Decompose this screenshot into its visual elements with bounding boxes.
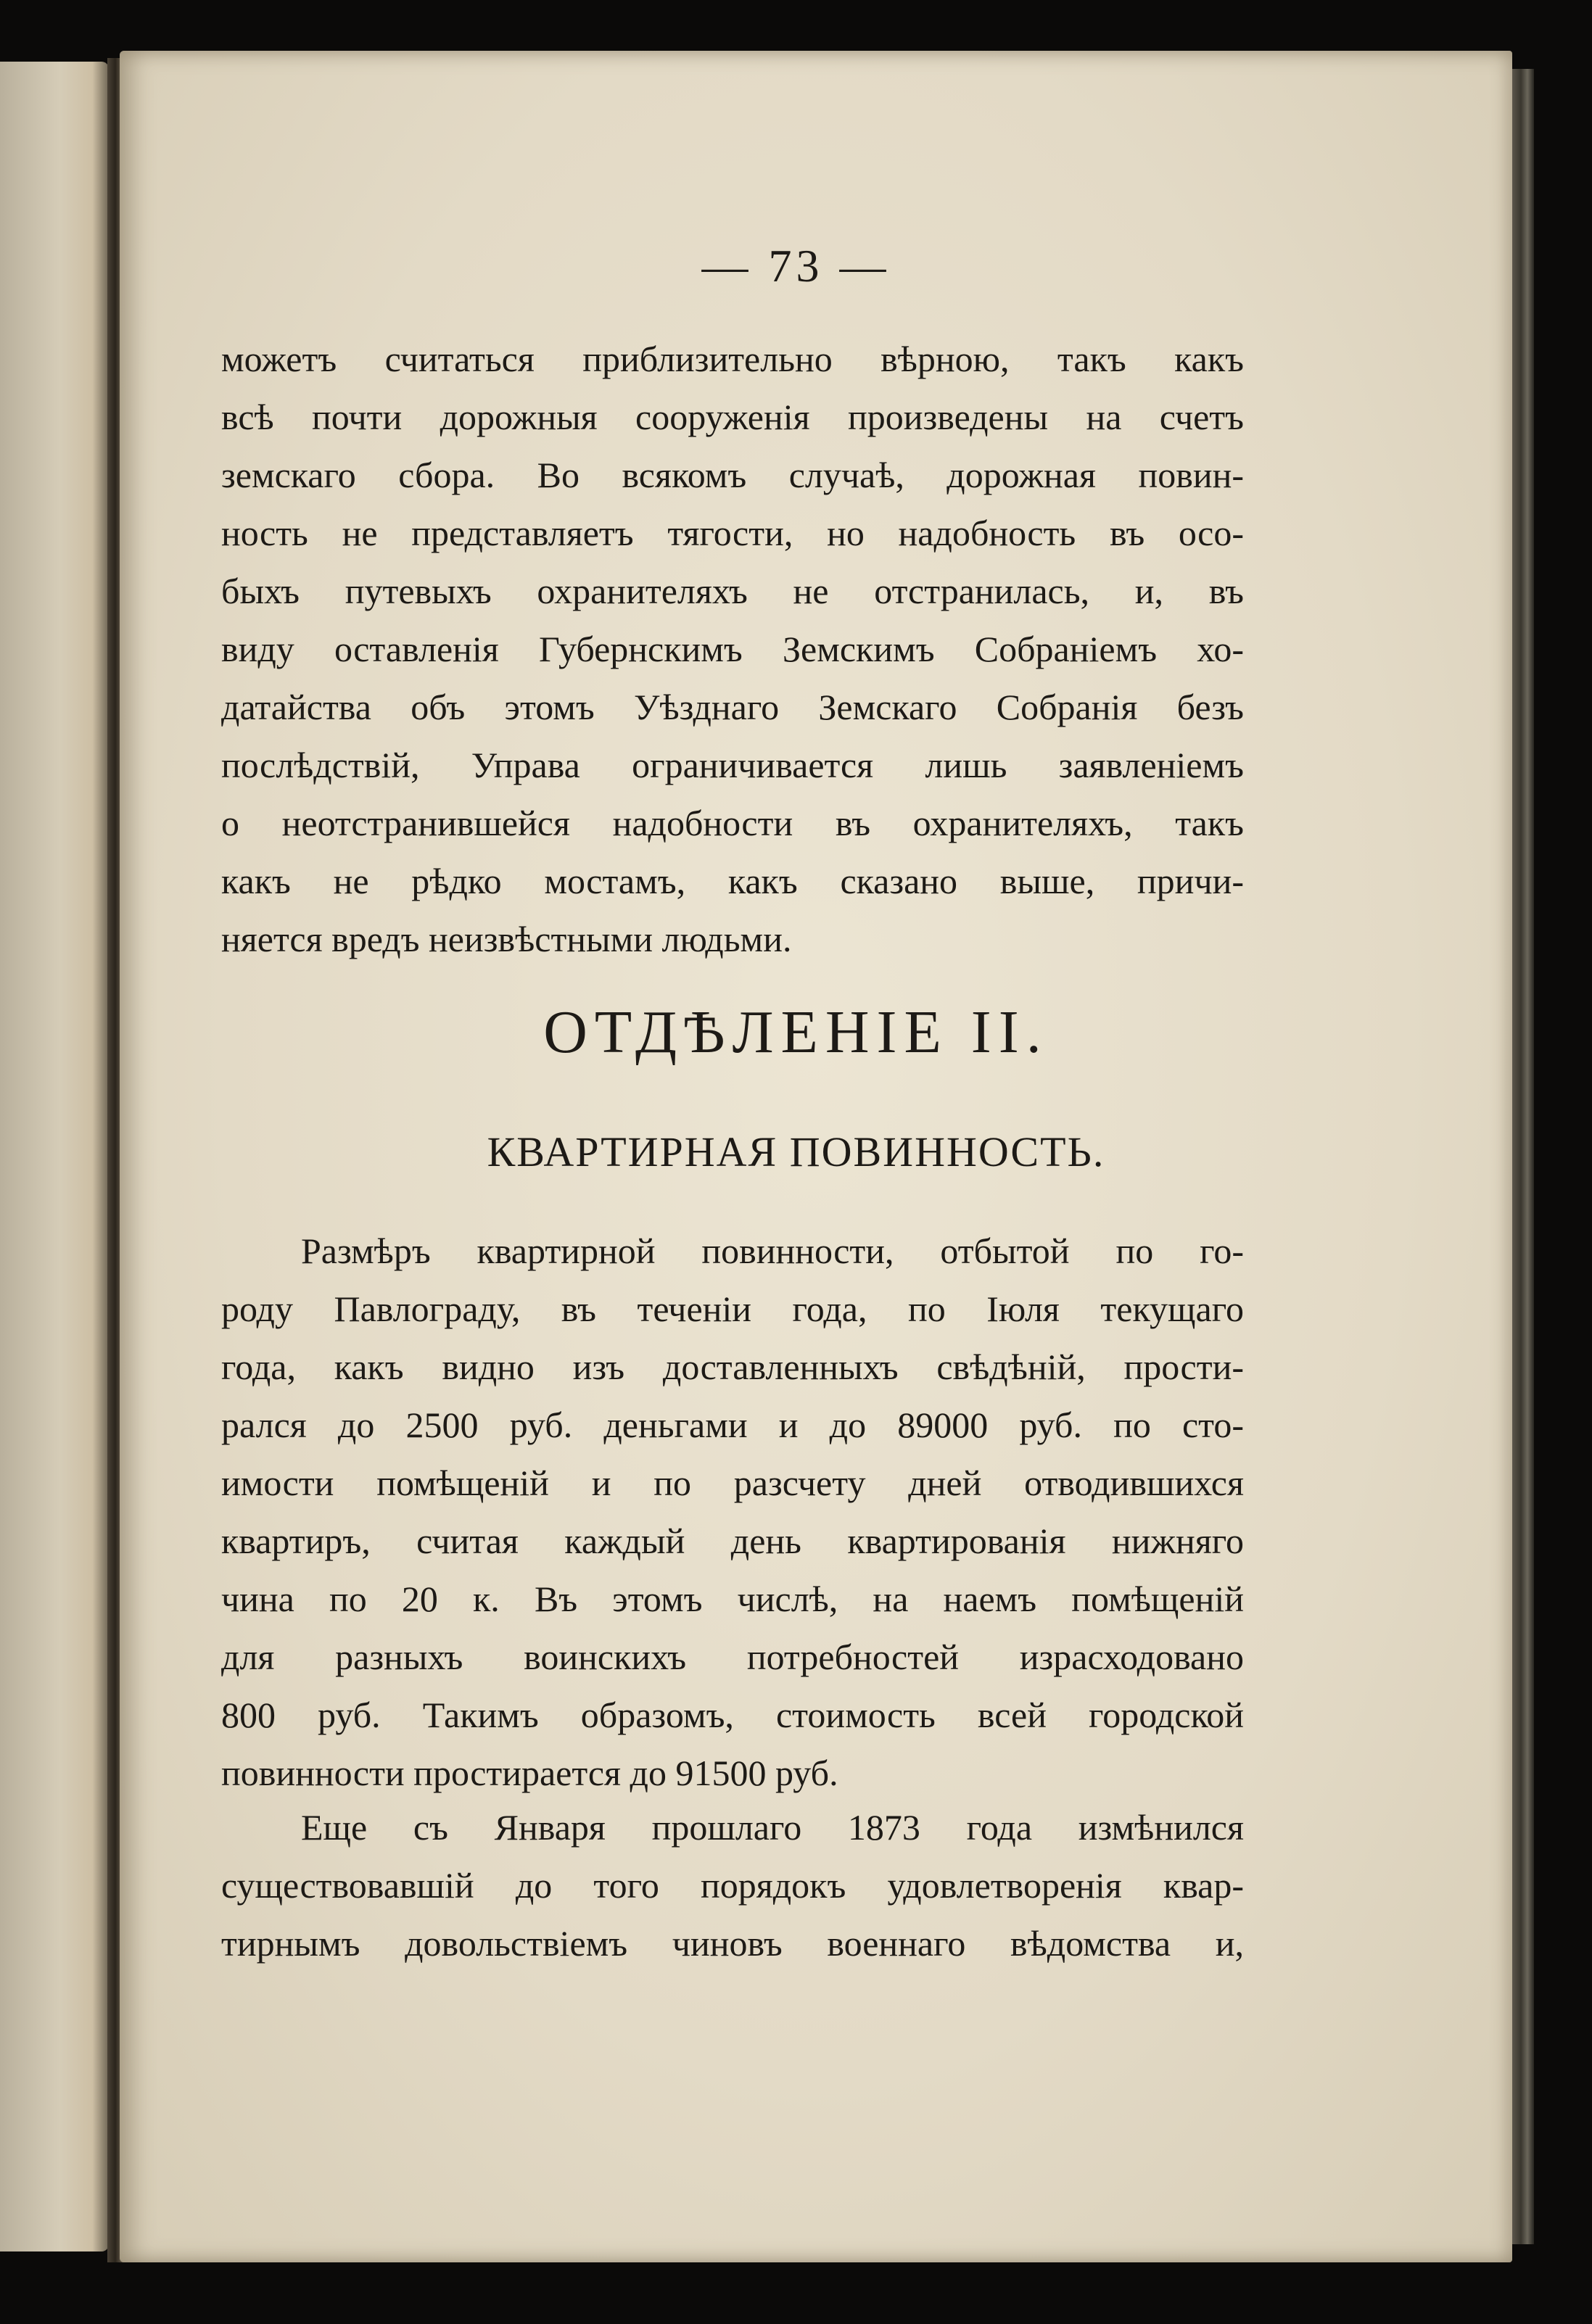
paragraph-1 [221,341,1244,979]
page-number: — 73 — [701,240,891,291]
text-line: ность не представляетъ тягости, но надобность въ осо- [221,515,1244,553]
text-line: какъ не рѣдко мостамъ, какъ сказано выше, причи- [221,863,1244,901]
text-line: послѣдствій, Управа ограничивается лишь заявленіемъ [221,747,1244,785]
text-line: Размѣръ квартирной повинности, отбытой по го- [301,1233,1244,1271]
text-line: 800 руб. Такимъ образомъ, стоимость всей городской [221,1697,1244,1735]
text-line: быхъ путевыхъ охранителяхъ не отстранилась, и, въ [221,573,1244,611]
text-line: няется вредъ неизвѣстными людьми. [221,921,792,959]
text-line: года, какъ видно изъ доставленныхъ свѣдѣній, прости- [221,1349,1244,1387]
text-line: повинности простирается до 91500 руб. [221,1755,838,1793]
text-line: роду Павлограду, въ теченіи года, по Іюля текущаго [221,1291,1244,1329]
text-line: всѣ почти дорожныя сооруженія произведены на счетъ [221,399,1244,437]
text-line: квартиръ, считая каждый день квартированія нижняго [221,1523,1244,1561]
paragraph-2 [221,1233,1244,1813]
paragraph-3 [221,1809,1244,1983]
text-line: рался до 2500 руб. деньгами и до 89000 руб. по сто- [221,1407,1244,1445]
text-line: Еще съ Января прошлаго 1873 года измѣнился [301,1809,1244,1848]
text-line: тирнымъ довольствіемъ чиновъ военнаго вѣдомства и, [221,1925,1244,1964]
text-line: существовавшій до того порядокъ удовлетворенія квар- [221,1867,1244,1906]
text-line: для разныхъ воинскихъ потребностей израсходовано [221,1639,1244,1677]
text-line: датайства объ этомъ Уѣзднаго Земскаго Собранія безъ [221,689,1244,727]
text-line: виду оставленія Губернскимъ Земскимъ Собраніемъ хо- [221,631,1244,669]
text-line: чина по 20 к. Въ этомъ числѣ, на наемъ помѣщеній [221,1581,1244,1619]
section-title: ОТДѢЛЕНІЕ II. [543,998,1049,1066]
text-line: земскаго сбора. Во всякомъ случаѣ, дорожная повин- [221,457,1244,495]
text-line: о неотстранившейся надобности въ охранителяхъ, такъ [221,805,1244,843]
text-line: можетъ считаться приблизительно вѣрною, такъ какъ [221,341,1244,379]
text-line: имости помѣщеній и по разсчету дней отводившихся [221,1465,1244,1503]
section-subtitle: КВАРТИРНАЯ ПОВИННОСТЬ. [487,1128,1105,1175]
